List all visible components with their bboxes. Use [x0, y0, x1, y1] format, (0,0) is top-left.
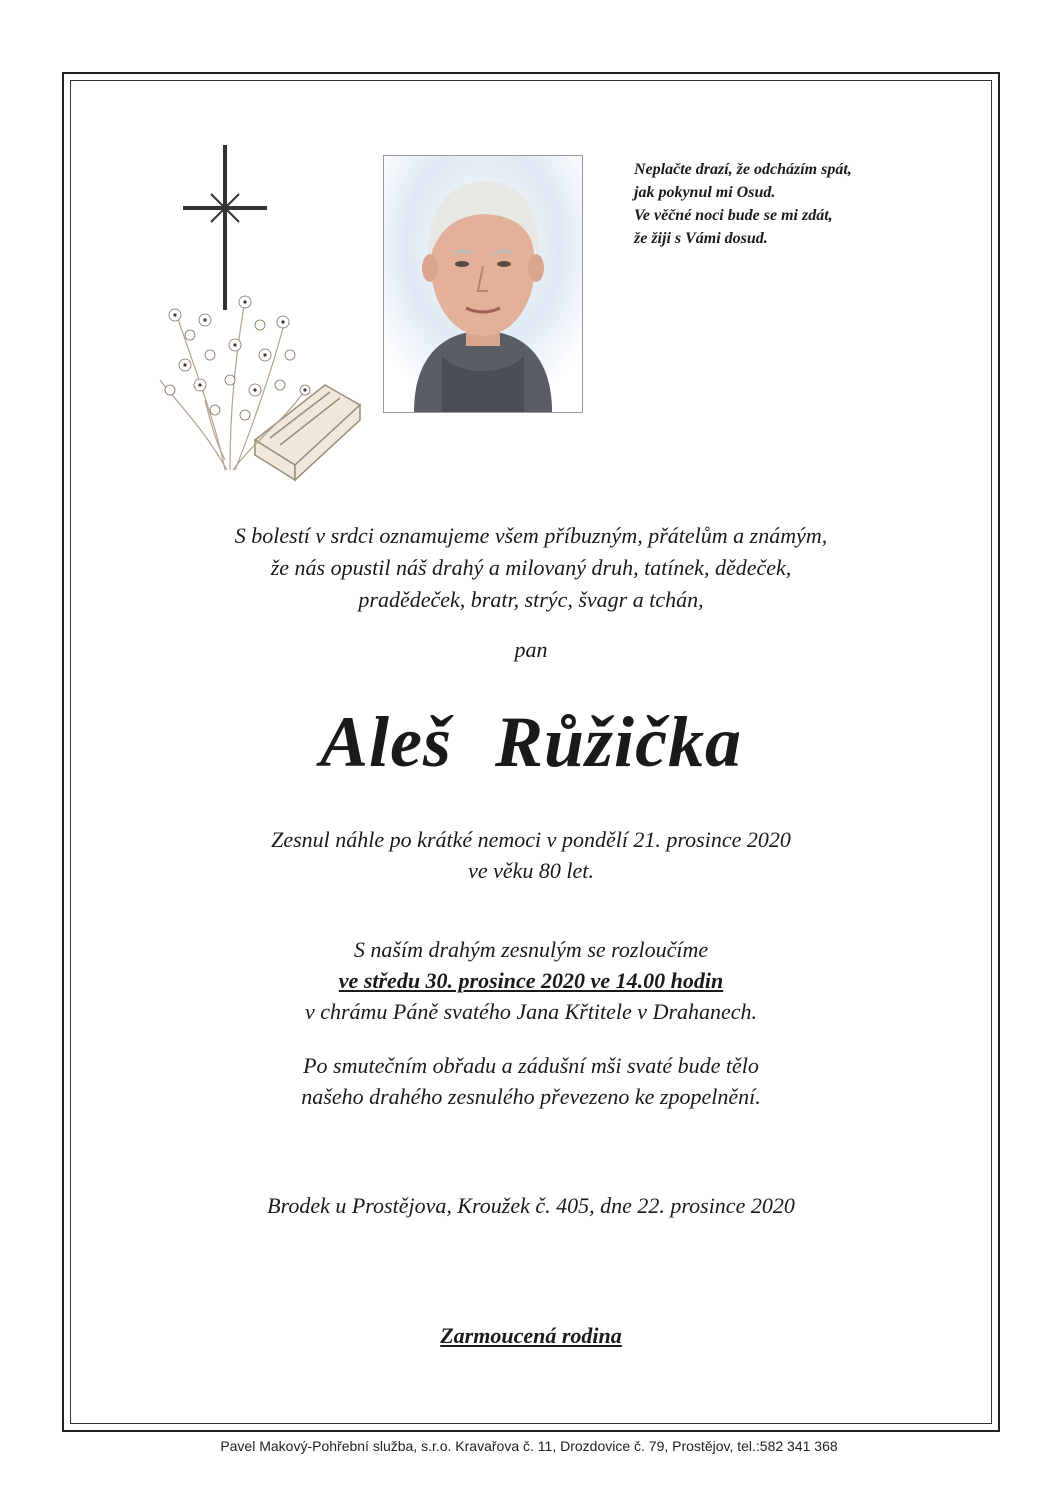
announcement-intro [70, 520, 992, 616]
poem [634, 158, 954, 250]
afterword [70, 1050, 992, 1112]
place-date: Brodek u Prostějova, Kroužek č. 405, dne 22. prosince 2020 [267, 1193, 795, 1218]
death-line: ve věku 80 let. [468, 858, 594, 883]
ceremony-datetime: ve středu 30. prosince 2020 ve 14.00 hodin [338, 968, 724, 993]
poem-line: že žiji s Vámi dosud. [634, 230, 768, 247]
poem-line: Neplačte drazí, že odcházím spát, [634, 161, 852, 178]
poem-line: Ve věčné noci bude se mi zdát, [634, 207, 833, 224]
salutation: pan [514, 637, 548, 662]
cross-icon [183, 145, 267, 310]
ceremony-line: S naším drahým zesnulým se rozloučíme [353, 937, 709, 962]
poem-line: jak pokynul mi Osud. [634, 184, 776, 201]
deceased-name: Aleš Růžička [319, 702, 743, 782]
death-line: Zesnul náhle po krátké nemoci v pondělí 21. prosince 2020 [271, 827, 791, 852]
afterword-line: Po smutečním obřadu a zádušní mši svaté bude tělo [303, 1053, 759, 1078]
afterword-line: našeho drahého zesnulého převezeno ke zpopelnění. [301, 1084, 761, 1109]
portrait-photo [383, 155, 583, 413]
intro-line: S bolestí v srdci oznamujeme všem příbuzným, přátelům a známým, [234, 523, 828, 548]
ceremony-info [70, 934, 992, 1027]
funeral-service-footer: Pavel Makový-Pohřební služba, s.r.o. Kravařova č. 11, Drozdovice č. 79, Prostějov, tel.:582 341 368 [220, 1438, 838, 1454]
ceremony-location: v chrámu Páně svatého Jana Křtitele v Drahanech. [304, 999, 758, 1024]
death-info [70, 824, 992, 886]
flower-blossoms-icon [165, 296, 310, 420]
book-icon [255, 385, 360, 480]
signature: Zarmoucená rodina [440, 1323, 622, 1348]
intro-line: že nás opustil náš drahý a milovaný druh, tatínek, dědeček, [270, 555, 792, 580]
intro-line: pradědeček, bratr, strýc, švagr a tchán, [358, 587, 704, 612]
cross-flowers-illustration [155, 140, 365, 490]
